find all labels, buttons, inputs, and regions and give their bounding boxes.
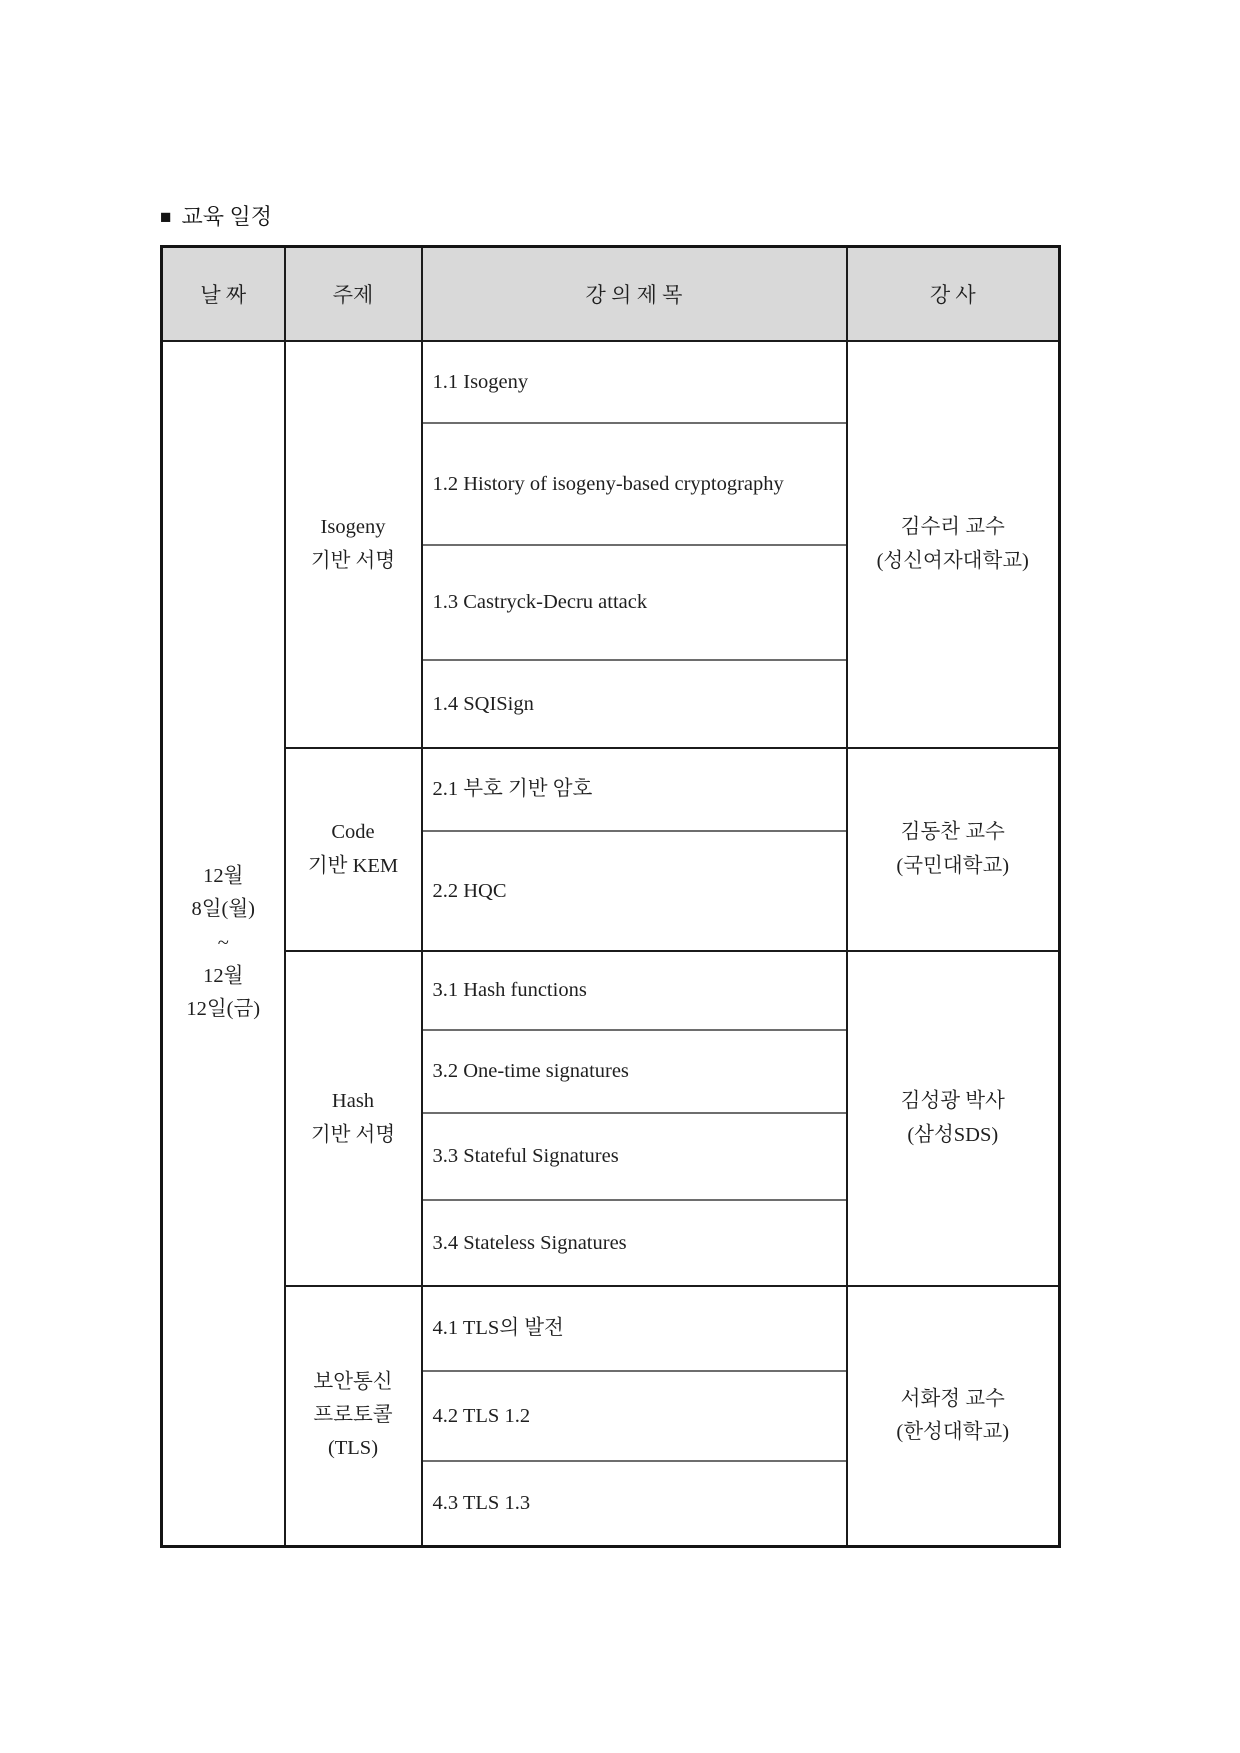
lecture-cell: 1.4 SQISign [422, 660, 847, 748]
instructor-affiliation: (성신여자대학교) [876, 549, 1029, 572]
topic-line: Hash [331, 1090, 375, 1113]
section-heading [160, 202, 1060, 234]
topic-cell-isogeny-signature [285, 341, 422, 748]
topic-line: Code [331, 821, 375, 844]
table-row [162, 341, 1060, 423]
instructor-affiliation: (한성대학교) [896, 1420, 1010, 1443]
topic-line: 보안통신 [313, 1370, 393, 1393]
date-line: 12일(금) [186, 998, 261, 1021]
lecture-cell: 4.3 TLS 1.3 [422, 1461, 847, 1546]
date-cell [162, 341, 285, 1546]
lecture-cell: 3.2 One-time signatures [422, 1030, 847, 1113]
instructor-cell-hash [847, 951, 1060, 1286]
topic-line: 기반 서명 [310, 1123, 396, 1146]
schedule-table [160, 245, 1061, 1548]
table-header-row [162, 247, 1060, 342]
lecture-cell: 4.1 TLS의 발전 [422, 1286, 847, 1371]
topic-line: (TLS) [327, 1437, 379, 1460]
instructor-name: 김성광 박사 [900, 1090, 1005, 1113]
section-heading-text: 교육 일정 [181, 204, 272, 229]
lecture-cell: 2.2 HQC [422, 831, 847, 951]
topic-line: 기반 KEM [307, 854, 399, 877]
col-header-lecture-title: 강 의 제 목 [422, 247, 847, 342]
instructor-cell-isogeny [847, 341, 1060, 748]
topic-line: 기반 서명 [310, 549, 396, 572]
lecture-cell: 1.2 History of isogeny-based cryptography [422, 423, 847, 545]
square-bullet-icon: ■ [160, 207, 172, 228]
lecture-cell: 3.4 Stateless Signatures [422, 1200, 847, 1286]
col-header-date: 날 짜 [162, 247, 285, 342]
instructor-name: 김동찬 교수 [900, 821, 1005, 844]
lecture-cell: 3.1 Hash functions [422, 951, 847, 1030]
table-row [162, 748, 1060, 831]
education-schedule-section [160, 202, 1060, 1548]
lecture-cell: 1.1 Isogeny [422, 341, 847, 423]
topic-cell-hash-signature [285, 951, 422, 1286]
lecture-cell: 2.1 부호 기반 암호 [422, 748, 847, 831]
instructor-name: 김수리 교수 [900, 516, 1005, 539]
col-header-topic: 주제 [285, 247, 422, 342]
table-row [162, 1286, 1060, 1371]
lecture-cell: 1.3 Castryck-Decru attack [422, 545, 847, 660]
date-line: 12월 [203, 964, 244, 987]
topic-cell-code-kem [285, 748, 422, 951]
instructor-affiliation: (국민대학교) [896, 854, 1010, 877]
topic-line: Isogeny [320, 516, 386, 539]
instructor-affiliation: (삼성SDS) [907, 1123, 999, 1146]
table-row [162, 951, 1060, 1030]
instructor-name: 서화정 교수 [900, 1387, 1005, 1410]
date-line: 8일(월) [191, 898, 255, 921]
lecture-cell: 4.2 TLS 1.2 [422, 1371, 847, 1461]
lecture-cell: 3.3 Stateful Signatures [422, 1113, 847, 1200]
col-header-instructor: 강 사 [847, 247, 1060, 342]
instructor-cell-code [847, 748, 1060, 951]
date-line: 12월 [203, 865, 244, 888]
topic-cell-tls-protocol [285, 1286, 422, 1546]
topic-line: 프로토콜 [313, 1404, 393, 1427]
instructor-cell-tls [847, 1286, 1060, 1546]
date-tilde: ~ [217, 931, 229, 954]
